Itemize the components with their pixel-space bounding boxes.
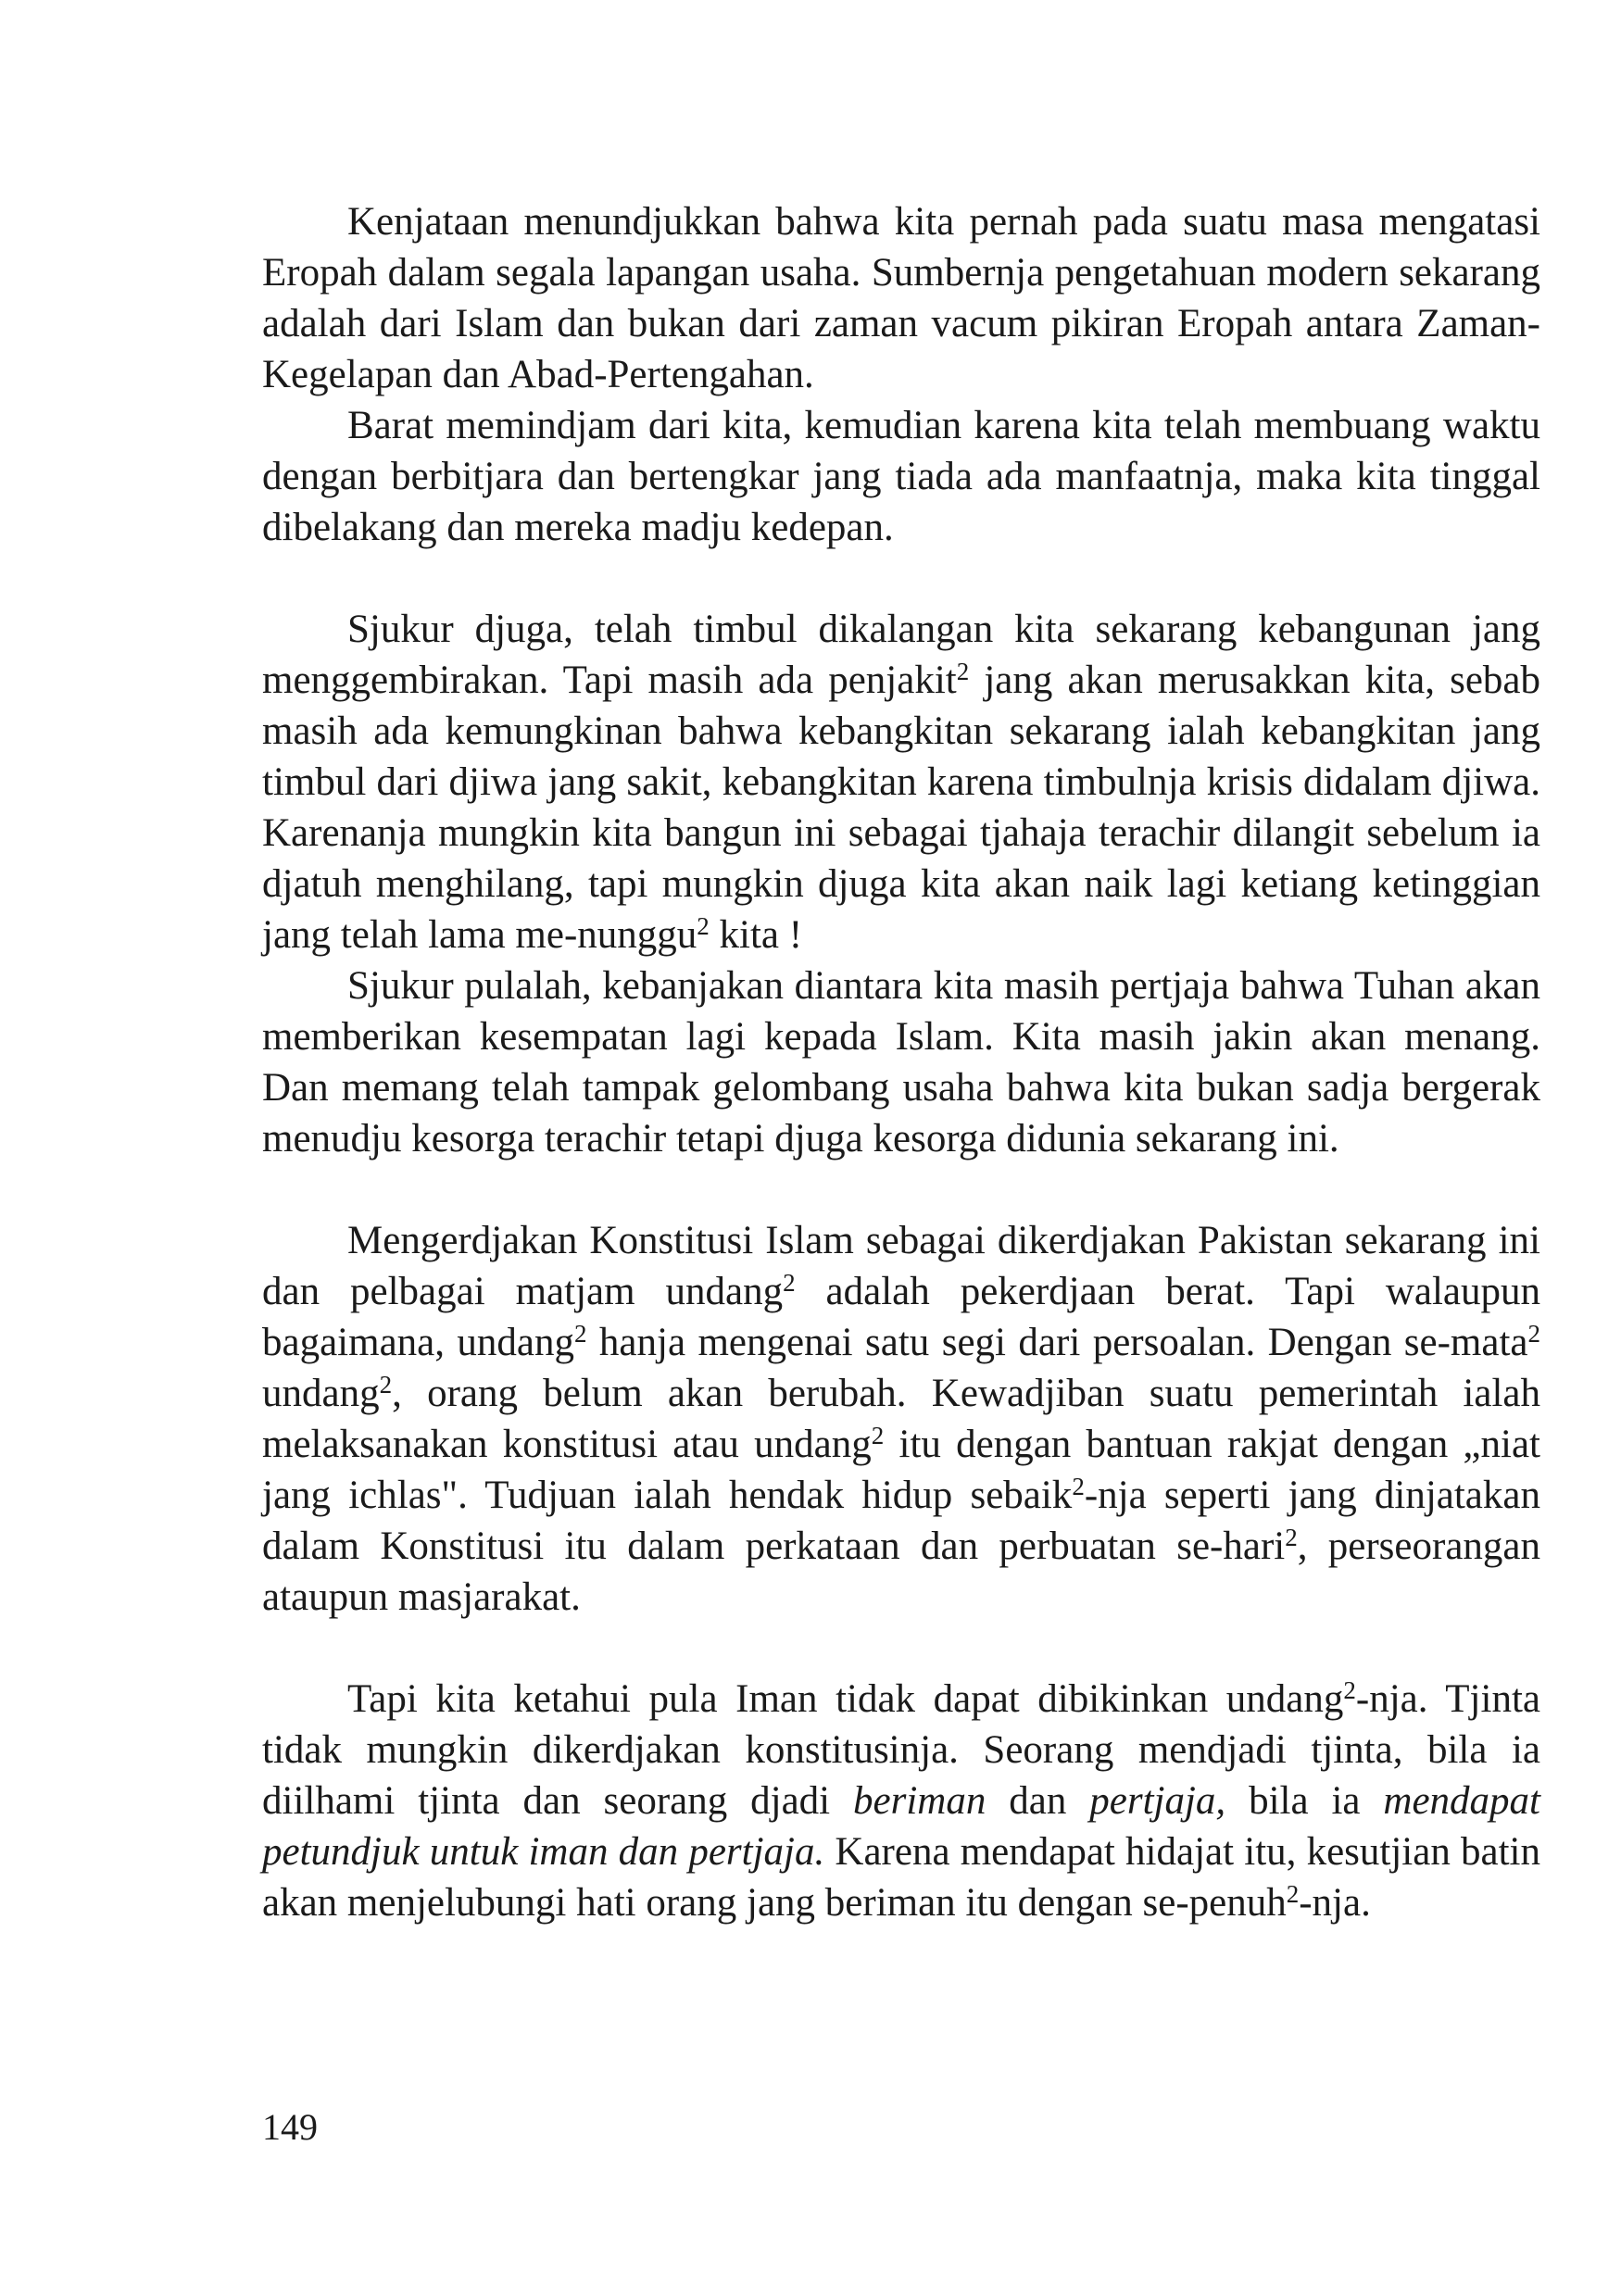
- superscript-2: 2: [1527, 1320, 1540, 1348]
- page-body: [262, 196, 1540, 1928]
- superscript-2: 2: [1072, 1473, 1085, 1500]
- page-number: 149: [262, 2106, 318, 2148]
- superscript-2: 2: [379, 1371, 393, 1399]
- paragraph-spacer: [262, 553, 1540, 604]
- superscript-2: 2: [871, 1422, 885, 1449]
- paragraph-5: Mengerdjakan Konstitusi Islam sebagai dikerdjakan Pakistan sekarang ini dan pelbagai matjam undang$^2$ adalah pekerdjaan berat. Tapi walaupun bagaimana, undang$^2$ hanja mengenai satu segi dari persoalan. Dengan se-mata$^2$ undang$^2$, orang belum akan berubah. Kewadjiban suatu pemerintah ialah melaksanakan konstitusi atau undang$^2$ itu dengan bantuan rakjat dengan „niat jang ichlas". Tudjuan ialah hendak hidup sebaik$^2$-nja seperti jang dinjatakan dalam Konstitusi itu dalam perkataan dan perbuatan se-hari$^2$, perseorangan ataupun masjarakat.: [262, 1219, 1540, 1619]
- paragraph-1: Kenjataan menundjukkan bahwa kita pernah pada suatu masa mengatasi Eropah dalam segala lapangan usaha. Sumbernja pengetahuan modern sekarang adalah dari Islam dan bukan dari zaman vacum pikiran Eropah antara Zaman-Kegelapan dan Abad-Pertengahan.: [262, 200, 1540, 396]
- paragraph-4: Sjukur pulalah, kebanjakan diantara kita masih pertjaja bahwa Tuhan akan memberikan kesempatan lagi kepada Islam. Kita masih jakin akan menang. Dan memang telah tampak gelombang usaha bahwa kita bukan sadja bergerak menudju kesorga terachir tetapi djuga kesorga didunia sekarang ini.: [262, 964, 1540, 1161]
- paragraph-3: Sjukur djuga, telah timbul dikalangan kita sekarang kebangunan jang menggembirakan. Tapi masih ada penjakit$^2$ jang akan merusakkan kita, sebab masih ada kemungkinan bahwa kebangkitan sekarang ialah kebangkitan jang timbul dari djiwa jang sakit, kebangkitan karena timbulnja krisis didalam djiwa. Karenanja mungkin kita bangun ini sebagai tjahaja terachir dilangit sebelum ia djatuh menghilang, tapi mungkin djuga kita akan naik lagi ketiang ketinggian jang telah lama me-nunggu$^2$ kita !: [262, 608, 1540, 957]
- superscript-2: 2: [783, 1269, 796, 1297]
- italic-text: beriman: [853, 1779, 986, 1823]
- superscript-2: 2: [1285, 1524, 1298, 1551]
- superscript-2: 2: [574, 1320, 587, 1348]
- paragraph-spacer: [262, 1623, 1540, 1674]
- italic-text: mendapat petundjuk untuk iman dan pertjaja.: [262, 1779, 1540, 1874]
- superscript-2: 2: [697, 912, 710, 940]
- paragraph-spacer: [262, 1164, 1540, 1215]
- italic-text: pertjaja,: [1089, 1779, 1226, 1823]
- paragraph-6: Tapi kita ketahui pula Iman tidak dapat dibikinkan undang$^2$-nja. Tjinta tidak mungkin dikerdjakan konstitusinja. Seorang mendjadi tjinta, bila ia diilhami tjinta dan seorang djadi beriman dan pertjaja, bila ia mendapat petundjuk untuk iman dan pertjaja. Karena mendapat hidajat itu, kesutjian batin akan menjelubungi hati orang jang beriman itu dengan se-penuh$^2$-nja.: [262, 1676, 1540, 1925]
- paragraph-2: Barat memindjam dari kita, kemudian karena kita telah membuang waktu dengan berbitjara dan bertengkar jang tiada ada manfaatnja, maka kita tinggal dibelakang dan mereka madju kedepan.: [262, 404, 1540, 549]
- superscript-2: 2: [1286, 1880, 1300, 1908]
- superscript-2: 2: [956, 658, 970, 685]
- superscript-2: 2: [1343, 1676, 1356, 1704]
